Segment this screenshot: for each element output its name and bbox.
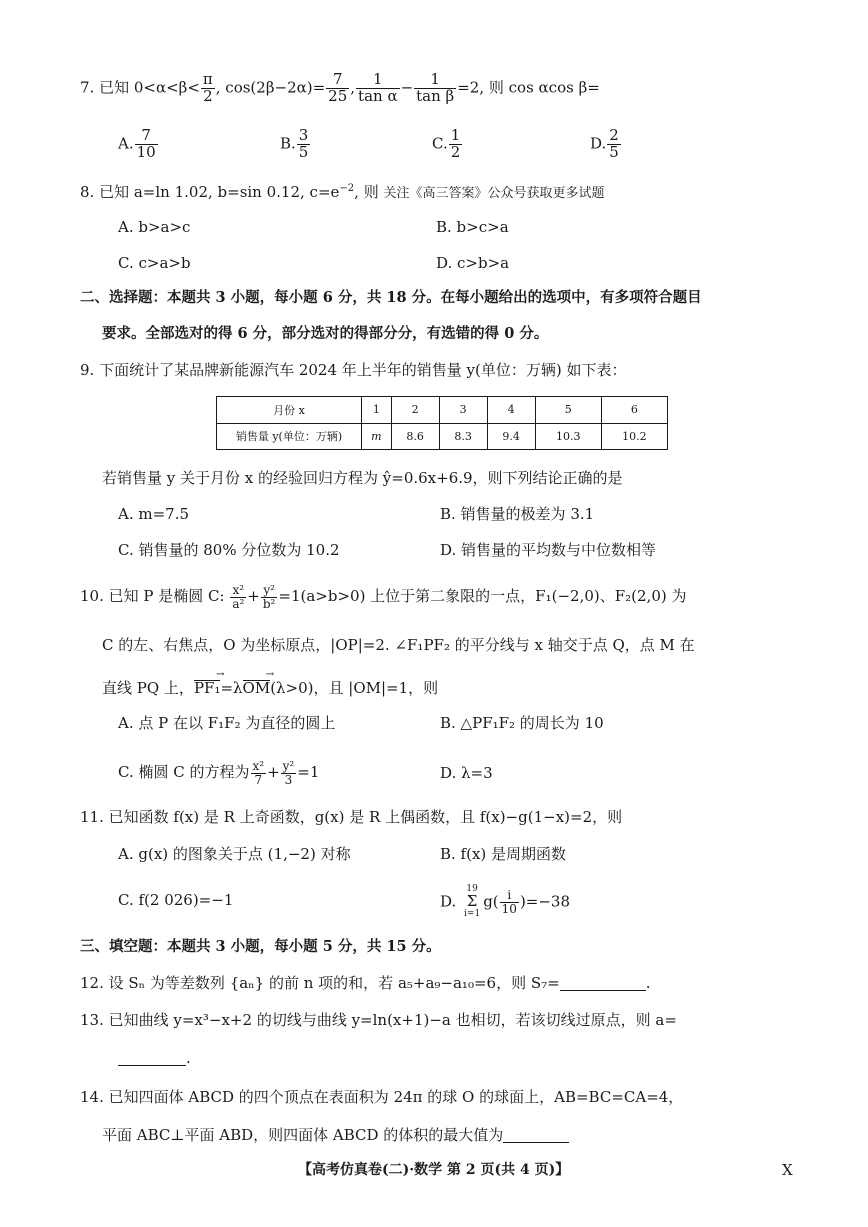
table-cell: 3: [439, 397, 487, 424]
q13-stem: 13. 已知曲线 y=x³−x+2 的切线与曲线 y=ln(x+1)−a 也相切，若该切线过原点，则 a=: [80, 1011, 677, 1029]
q7-text-4: −: [400, 78, 414, 97]
q14-line1: 14. 已知四面体 ABCD 的四个顶点在表面积为 24π 的球 O 的球面上，AB=BC=CA=4，: [80, 1088, 684, 1106]
q9-sales-table: [216, 396, 668, 450]
q10-line1: 10. 已知 P 是椭圆 C: $\frac{\text{x²}}{\text{a²}}$ + $\frac{\text{y²}}{\text{b²}}$ =1(a>b>0) 上位于第二象限的一点，F₁(−2,0)、F₂(2,0) 为: [80, 583, 687, 611]
q11-option-c: C. f(2 026)=−1: [118, 891, 234, 909]
table-header-sales: 销售量 y(单位：万辆): [217, 423, 362, 450]
table-cell: 10.2: [601, 423, 667, 450]
q7-frac-tan-b: $\frac{1}{\text{tan β}}$: [416, 70, 455, 105]
q8-option-b: B. b>c>a: [436, 218, 509, 236]
q8-option-a: A. b>a>c: [118, 218, 191, 236]
table-cell: 9.4: [487, 423, 535, 450]
q7-option-d: D. $\frac{2}{5}$: [590, 126, 619, 161]
q13-answer-blank[interactable]: [118, 1050, 186, 1066]
table-cell: 1: [362, 397, 392, 424]
q7-text-3: ,: [350, 78, 356, 97]
q8-option-d: D. c>b>a: [436, 254, 510, 272]
table-cell: 5: [535, 397, 601, 424]
q8-stem: 8. 已知 a=ln 1.02, b=sin 0.12, $c=e^{-2}$, 则 关注《高三答案》公众号获取更多试题: [80, 183, 605, 201]
q7-option-a: A. $\frac{7}{10}$: [118, 126, 156, 161]
q11-option-d: D. 19 Σ i=1 g( $\frac{i}{10}$ )=−38: [440, 884, 571, 920]
q7-frac-pi2: $\frac{\pi}{2}$: [202, 70, 213, 105]
q9-option-d: D. 销售量的平均数与中位数相等: [440, 541, 657, 559]
section3-heading: 三、填空题：本题共 3 小题，每小题 5 分，共 15 分。: [80, 938, 441, 955]
q11-stem: 11. 已知函数 f(x) 是 R 上奇函数，g(x) 是 R 上偶函数，且 f(x)−g(1−x)=2，则: [80, 808, 623, 826]
q7-option-c: C. $\frac{1}{2}$: [432, 126, 461, 161]
q7-stem: [80, 72, 600, 105]
table-cell: 6: [601, 397, 667, 424]
q10-option-c: C. 椭圆 C 的方程为 $\frac{\text{x²}}{7}$ + $\frac{\text{y²}}{3}$ =1: [118, 759, 320, 787]
table-cell: 4: [487, 397, 535, 424]
q10-option-b: B. △PF₁F₂ 的周长为 10: [440, 714, 604, 732]
q10-option-a: A. 点 P 在以 F₁F₂ 为直径的圆上: [118, 714, 336, 732]
table-cell: 2: [391, 397, 439, 424]
q11-option-b: B. f(x) 是周期函数: [440, 845, 567, 863]
q10-line3: 直线 PQ 上，PF₁ →=λOM →(λ>0)，且 |OM|=1，则: [102, 680, 438, 696]
table-cell: m: [362, 423, 392, 450]
q11-option-a: A. g(x) 的图象关于点 (1,−2) 对称: [118, 845, 351, 863]
paper-code: X: [782, 1161, 793, 1179]
table-cell: 10.3: [535, 423, 601, 450]
q9-option-b: B. 销售量的极差为 3.1: [440, 505, 595, 523]
section2-heading-line2: 要求。全部选对的得 6 分，部分选对的得部分分，有选错的得 0 分。: [102, 325, 549, 342]
table-row: [217, 423, 668, 450]
vector-om: OM →: [243, 680, 271, 696]
q14-answer-blank[interactable]: [503, 1127, 569, 1143]
q9-stem: 9. 下面统计了某品牌新能源汽车 2024 年上半年的销售量 y(单位：万辆) 如下表：: [80, 361, 627, 379]
table-row: [217, 397, 668, 424]
q10-option-d: D. λ=3: [440, 764, 493, 782]
vector-pf1: PF₁ →: [194, 680, 221, 696]
q12-stem: 12. 设 Sₙ 为等差数列 {aₙ} 的前 n 项的和，若 a₅+a₉−a₁₀=6，则 S₇= .: [80, 974, 651, 992]
q10-line2: C 的左、右焦点，O 为坐标原点，|OP|=2. ∠F₁PF₂ 的平分线与 x 轴交于点 Q，点 M 在: [102, 636, 695, 654]
section2-heading-line1: 二、选择题：本题共 3 小题，每小题 6 分，共 18 分。在每小题给出的选项中，有多项符合题目: [80, 289, 702, 306]
q9-regression-line: 若销售量 y 关于月份 x 的经验回归方程为 ŷ=0.6x+6.9，则下列结论正确的是: [102, 469, 623, 487]
q14-line2: 平面 ABC⊥平面 ABD，则四面体 ABCD 的体积的最大值为: [102, 1127, 569, 1143]
page-footer: 【高考仿真卷(二)·数学 第 2 页(共 4 页)】: [298, 1162, 570, 1178]
q7-frac-7-25: $\frac{7}{25}$: [328, 70, 348, 105]
q9-option-a: A. m=7.5: [118, 505, 190, 523]
q7-option-b: B. $\frac{3}{5}$: [280, 126, 309, 161]
q9-option-c: C. 销售量的 80% 分位数为 10.2: [118, 541, 340, 559]
table-cell: 8.6: [391, 423, 439, 450]
q13-answer-line: .: [118, 1050, 191, 1066]
q7-text-1: 7. 已知 0<α<β<: [80, 78, 200, 97]
q7-text-5: =2, 则 cos αcos β=: [457, 78, 600, 97]
q8-note: 关注《高三答案》公众号获取更多试题: [383, 186, 605, 201]
table-cell: 8.3: [439, 423, 487, 450]
q7-frac-tan-a: $\frac{1}{\text{tan α}}$: [358, 70, 398, 105]
q7-text-2: , cos(2β−2α)=: [215, 78, 326, 97]
table-header-month: 月份 x: [217, 397, 362, 424]
q8-option-c: C. c>a>b: [118, 254, 191, 272]
q12-answer-blank[interactable]: [560, 975, 646, 991]
